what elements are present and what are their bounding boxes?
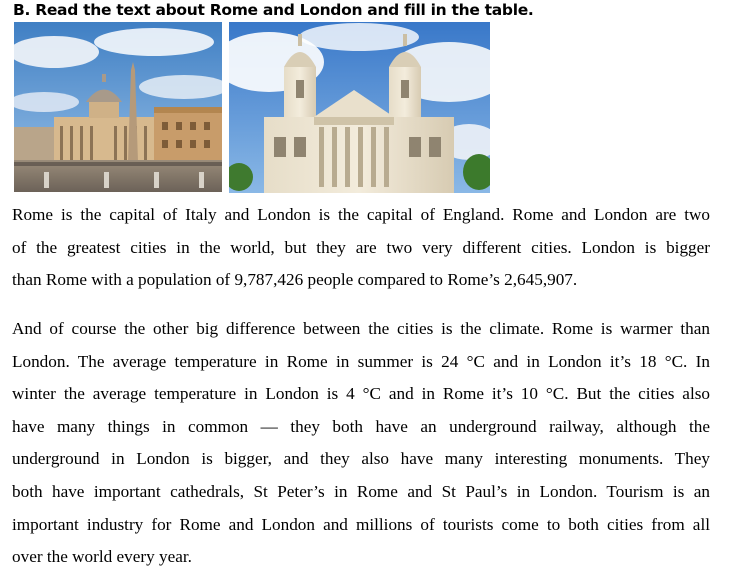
paragraph-2-line: winter the average temperature in London is 4 °C and in Rome it’s 10 °C. But the cities also <box>12 384 710 404</box>
paragraph-2-line: London. The average temperature in Rome in summer is 24 °C and in London it’s 18 °C. In <box>12 351 710 371</box>
paragraph-1 <box>12 199 710 297</box>
paragraph-2-line: both have important cathedrals, St Peter’s in Rome and St Paul’s in London. Tourism is an <box>12 481 710 501</box>
exercise-heading: B. Read the text about Rome and London and fill in the table. <box>13 1 534 19</box>
paragraph-2-line: have many things in common — they both have an underground railway, although the <box>12 416 710 436</box>
paragraph-1-line: than Rome with a population of 9,787,426 people compared to Rome’s 2,645,907. <box>12 270 578 290</box>
paragraph-2-line: underground in London is bigger, and they also have many interesting monuments. They <box>12 449 710 469</box>
rome-photo <box>14 22 222 192</box>
paragraph-2-line: And of course the other big difference between the cities is the climate. Rome is warmer than <box>12 319 710 338</box>
paragraph-1-line: of the greatest cities in the world, but they are two very different cities. London is bigger <box>12 237 710 257</box>
paragraph-2-line: important industry for Rome and London and millions of tourists come to both cities from all <box>12 514 710 534</box>
london-photo <box>229 22 490 193</box>
paragraph-1-line: Rome is the capital of Italy and London is the capital of England. Rome and London are two <box>12 205 710 224</box>
paragraph-2 <box>12 313 710 574</box>
paragraph-2-line: over the world every year. <box>12 547 192 567</box>
